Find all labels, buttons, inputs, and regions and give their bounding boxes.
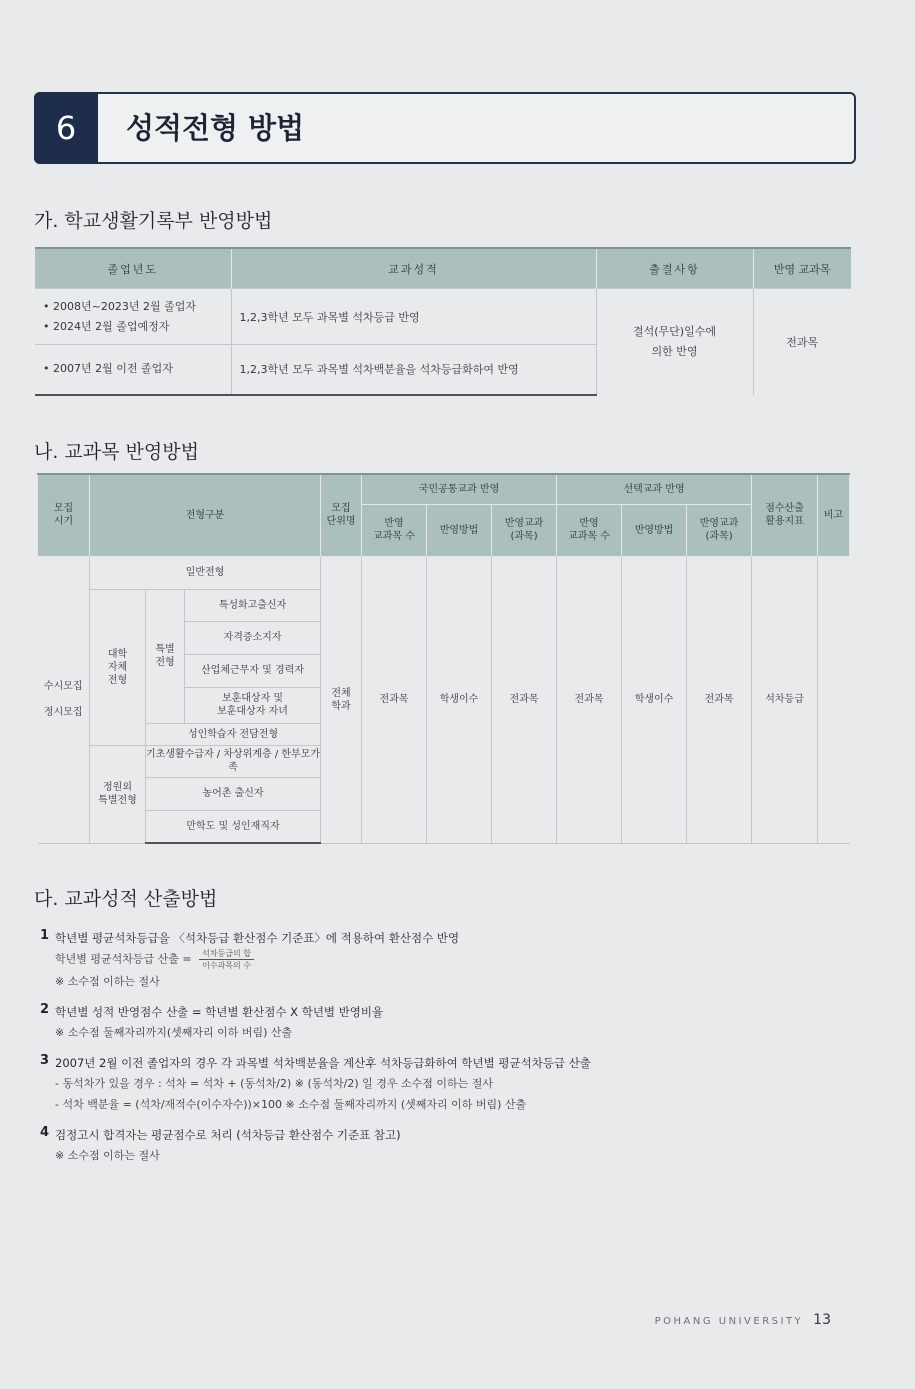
header-common: 국민공통교과 반영 bbox=[362, 474, 557, 504]
calc-item-4 bbox=[40, 1125, 870, 1166]
part-c-title: 다. 교과성적 산출방법 bbox=[34, 888, 218, 910]
item-detail: - 동석차가 있을 경우 : 석차 = 석차 + (동석차/2) ※ (동석차/2) 일 경우 소수점 이하는 절사 bbox=[55, 1077, 493, 1090]
score-index-cell: 석차등급 bbox=[752, 556, 818, 843]
special-admission: 특별 전형 bbox=[146, 589, 185, 723]
elective-method-cell: 학생이수 bbox=[622, 556, 687, 843]
note-cell bbox=[818, 556, 850, 843]
attendance-line: 결석(무단)일수에 bbox=[633, 324, 716, 338]
attendance-cell bbox=[596, 289, 753, 395]
header-type: 전형구분 bbox=[90, 474, 321, 556]
page-footer bbox=[655, 1312, 831, 1328]
part-b-title: 나. 교과목 반영방법 bbox=[34, 441, 199, 463]
header-common-subject: 반영교과 (과목) bbox=[492, 504, 557, 556]
calculation-list bbox=[40, 928, 870, 1176]
header-subjects: 반영 교과목 bbox=[753, 248, 851, 289]
page-number: 13 bbox=[813, 1312, 831, 1328]
year-item: • 2008년~2023년 2월 졸업자 bbox=[43, 299, 196, 313]
item-main-text: 검정고시 합격자는 평균점수로 처리 (석차등급 환산점수 기준표 참고) bbox=[55, 1128, 401, 1142]
common-subject-cell: 전과목 bbox=[492, 556, 557, 843]
formula-fraction bbox=[199, 948, 254, 971]
header-unit: 모집 단위명 bbox=[321, 474, 362, 556]
outside-quota-admission: 정원외 특별전형 bbox=[90, 745, 146, 843]
outside-item: 농어촌 출신자 bbox=[146, 777, 321, 810]
outside-item: 만학도 및 성인재직자 bbox=[146, 810, 321, 843]
common-count-cell: 전과목 bbox=[362, 556, 427, 843]
fraction-numerator: 석차등급의 합 bbox=[199, 948, 254, 960]
item-detail: - 석차 백분율 = (석차/재적수(이수자수))×100 ※ 소수점 둘째자리까지 (셋째자리 이하 버림) 산출 bbox=[55, 1098, 527, 1111]
formula-line bbox=[55, 948, 870, 971]
item-note: ※ 소수점 둘째자리까지(셋째자리 이하 버림) 산출 bbox=[55, 1026, 293, 1039]
header-elective-subject: 반영교과 (과목) bbox=[687, 504, 752, 556]
period-cell: 수시모집 정시모집 bbox=[38, 556, 90, 843]
item-main-text: 2007년 2월 이전 졸업자의 경우 각 과목별 석차백분율을 계산후 석차등급화하여 학년별 평균석차등급 산출 bbox=[55, 1056, 591, 1070]
item-number: 4 bbox=[40, 1125, 50, 1140]
part-a-title: 가. 학교생활기록부 반영방법 bbox=[34, 210, 273, 232]
general-admission: 일반전형 bbox=[90, 556, 321, 589]
year-item: • 2024년 2월 졸업예정자 bbox=[43, 319, 170, 333]
header-common-method: 반영방법 bbox=[427, 504, 492, 556]
header-score-index: 점수산출 활용지표 bbox=[752, 474, 818, 556]
section-title: 성적전형 방법 bbox=[126, 111, 305, 145]
header-note: 비고 bbox=[818, 474, 850, 556]
subjects-table bbox=[37, 473, 850, 844]
item-number: 2 bbox=[40, 1002, 50, 1017]
special-item: 산업체근무자 및 경력자 bbox=[185, 654, 321, 687]
attendance-line: 의한 반영 bbox=[651, 344, 698, 358]
univ-own-admission: 대학 자체 전형 bbox=[90, 589, 146, 745]
subjects-cell: 전과목 bbox=[753, 289, 851, 395]
unit-cell: 전체 학과 bbox=[321, 556, 362, 843]
records-table bbox=[35, 247, 851, 396]
item-note: ※ 소수점 이하는 절사 bbox=[55, 1149, 160, 1162]
adult-learner-item: 성인학습자 전담전형 bbox=[146, 723, 321, 745]
elective-count-cell: 전과목 bbox=[557, 556, 622, 843]
item-number: 1 bbox=[40, 928, 50, 943]
year-cell-1 bbox=[35, 289, 231, 345]
special-item: 자격증소지자 bbox=[185, 621, 321, 654]
header-grades: 교과성적 bbox=[231, 248, 596, 289]
formula-label: 학년별 평균석차등급 산출 = bbox=[55, 952, 192, 966]
elective-subject-cell: 전과목 bbox=[687, 556, 752, 843]
fraction-denominator: 이수과목의 수 bbox=[202, 961, 252, 970]
header-elective: 선택교과 반영 bbox=[557, 474, 752, 504]
calc-item-3 bbox=[40, 1053, 870, 1115]
header-common-count: 반영 교과목 수 bbox=[362, 504, 427, 556]
grade-cell-2: 1,2,3학년 모두 과목별 석차백분율을 석차등급화하여 반영 bbox=[231, 345, 596, 395]
header-elective-method: 반영방법 bbox=[622, 504, 687, 556]
grade-cell-1: 1,2,3학년 모두 과목별 석차등급 반영 bbox=[231, 289, 596, 345]
item-note: ※ 소수점 이하는 절사 bbox=[55, 975, 160, 988]
year-item: • 2007년 2월 이전 졸업자 bbox=[43, 362, 173, 376]
header-period: 모집 시기 bbox=[38, 474, 90, 556]
special-item: 특성화고출신자 bbox=[185, 589, 321, 621]
outside-item: 기초생활수급자 / 차상위계층 / 한부모가족 bbox=[146, 745, 321, 777]
header-attendance: 출결사항 bbox=[596, 248, 753, 289]
item-number: 3 bbox=[40, 1053, 50, 1068]
header-elective-count: 반영 교과목 수 bbox=[557, 504, 622, 556]
section-number: 6 bbox=[34, 92, 98, 164]
year-cell-2 bbox=[35, 345, 231, 395]
item-main-text: 학년별 평균석차등급을 〈석차등급 환산점수 기준표〉에 적용하여 환산점수 반영 bbox=[55, 931, 460, 945]
item-main-text: 학년별 성적 반영점수 산출 = 학년별 환산점수 X 학년별 반영비율 bbox=[55, 1005, 384, 1019]
footer-university: POHANG UNIVERSITY bbox=[654, 1316, 804, 1327]
common-method-cell: 학생이수 bbox=[427, 556, 492, 843]
calc-item-2 bbox=[40, 1002, 870, 1043]
veterans-item: 보훈대상자 및 보훈대상자 자녀 bbox=[185, 687, 321, 723]
header-graduation-year: 졸업년도 bbox=[35, 248, 231, 289]
section-banner bbox=[34, 92, 856, 164]
calc-item-1 bbox=[40, 928, 870, 992]
